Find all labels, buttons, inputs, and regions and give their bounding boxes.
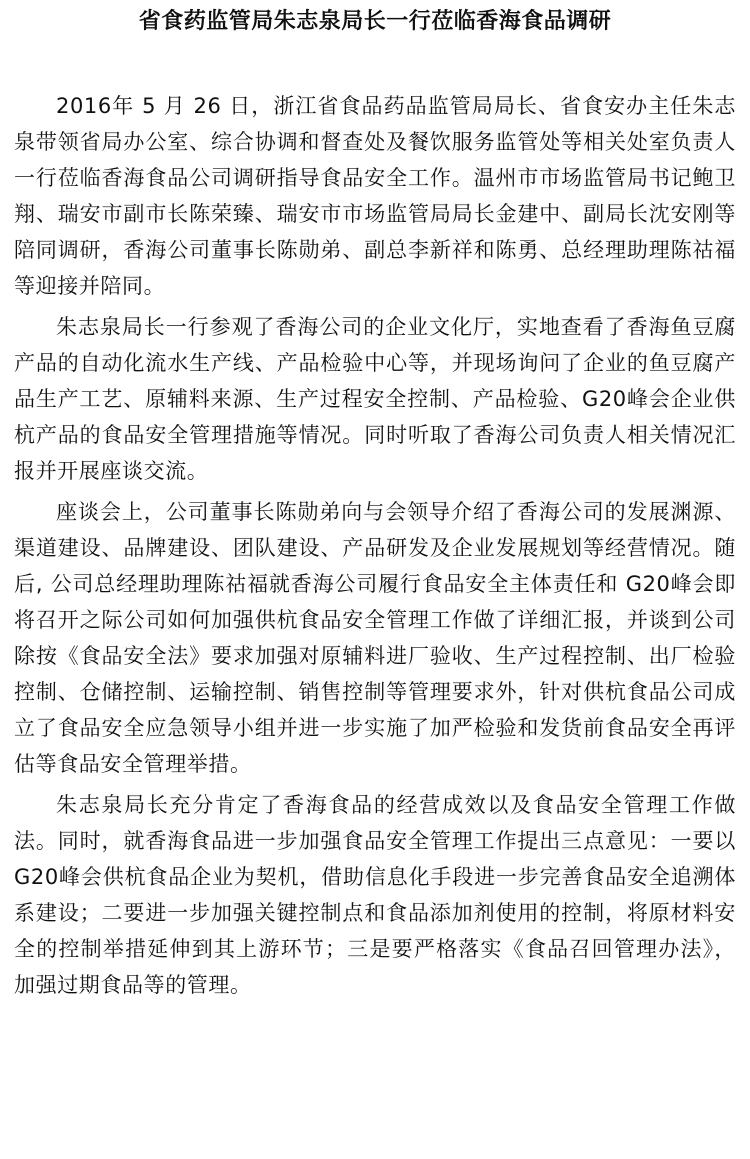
paragraph-3: 座谈会上，公司董事长陈勋弟向与会领导介绍了香海公司的发展渊源、渠道建设、品牌建设、团队建设、产品研发及企业发展规划等经营情况。随后, 公司总经理助理陈祜福就香海公司履行食品安全主体责任和 G20峰会即将召开之际公司如何加强供杭食品安全管理工作做了详细汇报，并谈到公司除按《食品安全法》要求加强对原辅料进厂验收、生产过程控制、出厂检验控制、仓储控制、运输控制、销售控制等管理要求外，针对供杭食品公司成立了食品安全应急领导小组并进一步实施了加严检验和发货前食品安全再评估等食品安全管理举措。 — [14, 500, 736, 776]
paragraph-4: 朱志泉局长充分肯定了香海食品的经营成效以及食品安全管理工作做法。同时，就香海食品进一步加强食品安全管理工作提出三点意见：一要以 G20峰会供杭食品企业为契机，借助信息化手段进一步完善食品安全追溯体系建设；二要进一步加强关键控制点和食品添加剂使用的控制，将原材料安全的控制举措延伸到其上游环节；三是要严格落实《食品召回管理办法》，加强过期食品等的管理。 — [14, 793, 736, 997]
article-body — [14, 88, 736, 1003]
paragraph-1: 2016年 5 月 26 日，浙江省食品药品监管局局长、省食安办主任朱志泉带领省局办公室、综合协调和督查处及餐饮服务监管处等相关处室负责人一行莅临香海食品公司调研指导食品安全工作。温州市市场监管局书记鲍卫翔、瑞安市副市长陈荣臻、瑞安市市场监管局局长金建中、副局长沈安刚等陪同调研，香海公司董事长陈勋弟、副总李新祥和陈勇、总经理助理陈祜福等迎接并陪同。 — [14, 94, 736, 298]
paragraph-2: 朱志泉局长一行参观了香海公司的企业文化厅，实地查看了香海鱼豆腐产品的自动化流水生产线、产品检验中心等，并现场询问了企业的鱼豆腐产品生产工艺、原辅料来源、生产过程安全控制、产品检验、G20峰会企业供杭产品的食品安全管理措施等情况。同时听取了香海公司负责人相关情况汇报并开展座谈交流。 — [14, 315, 736, 483]
article-title: 省食药监管局朱志泉局长一行莅临香海食品调研 — [138, 9, 612, 34]
